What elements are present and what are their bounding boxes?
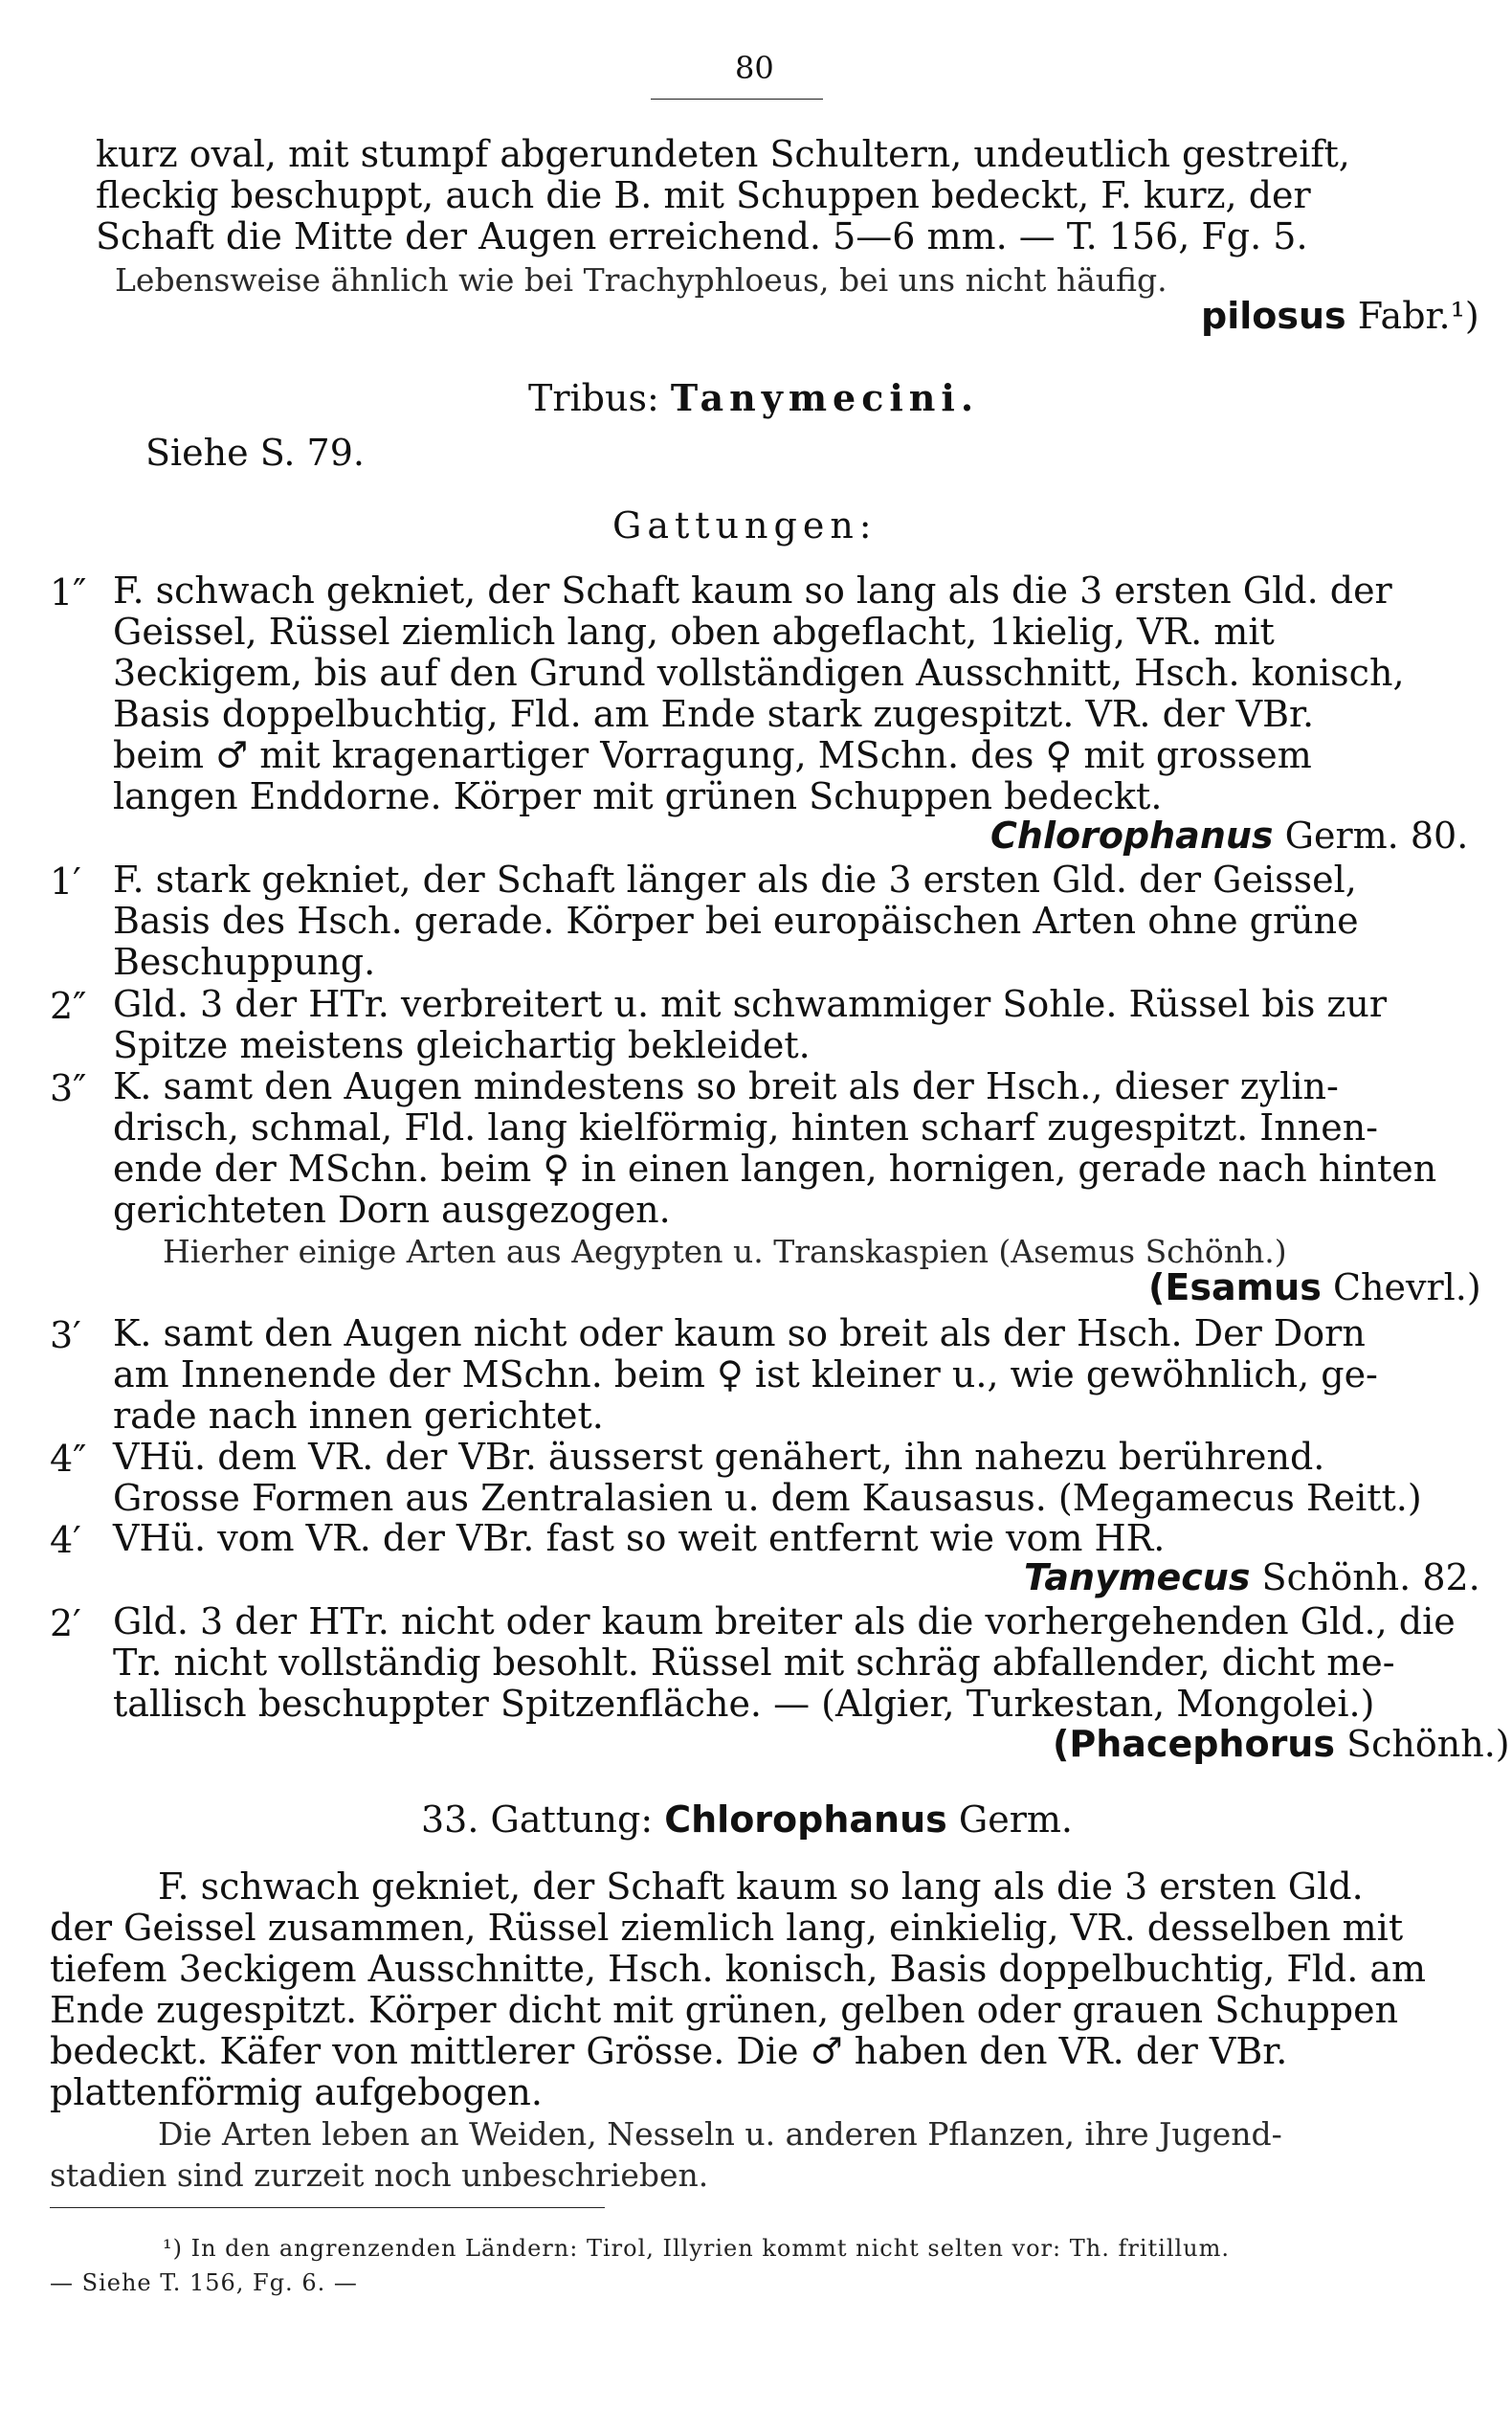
description-line: bedeckt. Käfer von mittlerer Grösse. Die ♂ haben den VR. der VBr. bbox=[50, 2030, 1288, 2072]
key-line: VHü. vom VR. der VBr. fast so weit entfernt wie vom HR. bbox=[113, 1517, 1166, 1559]
gattungen-heading: Gattungen: bbox=[612, 504, 878, 547]
key-number: 4′ bbox=[50, 1519, 81, 1561]
description-line: Ende zugespitzt. Körper dicht mit grünen, gelben oder grauen Schuppen bbox=[50, 1989, 1399, 2031]
key-number: 1′ bbox=[50, 860, 81, 903]
key-line: Geissel, Rüssel ziemlich lang, oben abgeflacht, 1kielig, VR. mit bbox=[113, 611, 1275, 653]
key-line: ende der MSchn. beim ♀ in einen langen, hornigen, gerade nach hinten bbox=[113, 1148, 1437, 1190]
key-line: K. samt den Augen mindestens so breit als der Hsch., dieser zylin- bbox=[113, 1065, 1339, 1107]
key-line: gerichteten Dorn ausgezogen. bbox=[113, 1189, 671, 1231]
key-line: am Innenende der MSchn. beim ♀ ist kleiner u., wie gewöhnlich, ge- bbox=[113, 1353, 1378, 1396]
intro-line: fleckig beschuppt, auch die B. mit Schuppen bedeckt, F. kurz, der bbox=[96, 174, 1311, 216]
footnote-rule bbox=[50, 2207, 605, 2208]
description-line: F. schwach gekniet, der Schaft kaum so lang als die 3 ersten Gld. bbox=[158, 1865, 1364, 1908]
tribus-heading bbox=[528, 377, 979, 419]
key-line: tallisch beschuppter Spitzenfläche. — (Algier, Turkestan, Mongolei.) bbox=[113, 1683, 1375, 1725]
key-line: Spitze meistens gleichartig bekleidet. bbox=[113, 1024, 811, 1066]
key-line: Basis des Hsch. gerade. Körper bei europäischen Arten ohne grüne bbox=[113, 900, 1359, 942]
key-number: 4″ bbox=[50, 1438, 87, 1480]
key-number: 1″ bbox=[50, 571, 87, 614]
header-rule bbox=[651, 99, 823, 100]
tribus-name: Tanymecini. bbox=[670, 376, 980, 419]
key-line: K. samt den Augen nicht oder kaum so breit als der Hsch. Der Dorn bbox=[113, 1312, 1366, 1354]
key-line: F. stark gekniet, der Schaft länger als die 3 ersten Gld. der Geissel, bbox=[113, 859, 1357, 901]
key-line: Basis doppelbuchtig, Fld. am Ende stark zugespitzt. VR. der VBr. bbox=[113, 693, 1315, 735]
key-line: drisch, schmal, Fld. lang kielförmig, hinten scharf zugespitzt. Innen- bbox=[113, 1106, 1379, 1149]
genus-name: Tanymecus bbox=[1024, 1556, 1251, 1598]
genus-name: Chlorophanus bbox=[990, 815, 1274, 857]
key-line: Gld. 3 der HTr. nicht oder kaum breiter als die vorhergehenden Gld., die bbox=[113, 1600, 1456, 1642]
biology-line: stadien sind zurzeit noch unbeschrieben. bbox=[50, 2156, 709, 2194]
genus-result bbox=[1148, 1267, 1481, 1308]
species-name: pilosus bbox=[1201, 295, 1346, 337]
biology-line: Die Arten leben an Weiden, Nesseln u. anderen Pflanzen, ihre Jugend- bbox=[158, 2115, 1282, 2153]
genus-author: Schönh.) bbox=[1346, 1723, 1510, 1765]
key-line: VHü. dem VR. der VBr. äusserst genähert, ihn nahezu berührend. bbox=[113, 1436, 1325, 1478]
key-line: Beschuppung. bbox=[113, 941, 376, 983]
genus-author: Chevrl.) bbox=[1332, 1266, 1481, 1308]
page-number: 80 bbox=[735, 50, 774, 86]
genus-name: (Esamus bbox=[1148, 1266, 1322, 1308]
footnote-line: ¹) In den angrenzenden Ländern: Tirol, Illyrien kommt nicht selten vor: Th. fritillum. bbox=[163, 2235, 1231, 2262]
key-line: beim ♂ mit kragenartiger Vorragung, MSchn. des ♀ mit grossem bbox=[113, 734, 1312, 776]
species-author: Fabr.¹) bbox=[1357, 295, 1479, 337]
gattung-name: Chlorophanus bbox=[664, 1798, 947, 1841]
intro-line: Lebensweise ähnlich wie bei Trachyphloeus, bei uns nicht häufig. bbox=[115, 261, 1167, 299]
description-line: der Geissel zusammen, Rüssel ziemlich lang, einkielig, VR. desselben mit bbox=[50, 1907, 1404, 1949]
footnote-line: — Siehe T. 156, Fg. 6. — bbox=[50, 2269, 358, 2296]
key-line: langen Enddorne. Körper mit grünen Schuppen bedeckt. bbox=[113, 775, 1163, 817]
tribus-prefix: Tribus: bbox=[528, 377, 659, 419]
key-line: rade nach innen gerichtet. bbox=[113, 1395, 604, 1437]
gattung-prefix: 33. Gattung: bbox=[421, 1798, 654, 1841]
intro-line: kurz oval, mit stumpf abgerundeten Schultern, undeutlich gestreift, bbox=[96, 133, 1350, 175]
genus-author: Germ. 80. bbox=[1284, 815, 1469, 857]
key-number: 2′ bbox=[50, 1602, 81, 1644]
gattung-heading bbox=[421, 1799, 1073, 1841]
key-number: 3′ bbox=[50, 1314, 81, 1356]
key-number: 2″ bbox=[50, 985, 87, 1027]
key-line: Gld. 3 der HTr. verbreitert u. mit schwammiger Sohle. Rüssel bis zur bbox=[113, 983, 1388, 1025]
genus-result bbox=[1024, 1557, 1480, 1598]
gattung-author: Germ. bbox=[958, 1798, 1073, 1841]
description-line: tiefem 3eckigem Ausschnitte, Hsch. konisch, Basis doppelbuchtig, Fld. am bbox=[50, 1948, 1427, 1990]
tribus-reference: Siehe S. 79. bbox=[145, 432, 365, 474]
key-line: Tr. nicht vollständig besohlt. Rüssel mit schräg abfallender, dicht me- bbox=[113, 1641, 1395, 1684]
key-line: 3eckigem, bis auf den Grund vollständigen Ausschnitt, Hsch. konisch, bbox=[113, 652, 1405, 694]
key-line: Grosse Formen aus Zentralasien u. dem Kausasus. (Megamecus Reitt.) bbox=[113, 1477, 1422, 1519]
key-note: Hierher einige Arten aus Aegypten u. Transkaspien (Asemus Schönh.) bbox=[163, 1233, 1287, 1270]
description-line: plattenförmig aufgebogen. bbox=[50, 2071, 543, 2113]
key-line: F. schwach gekniet, der Schaft kaum so lang als die 3 ersten Gld. der bbox=[113, 569, 1392, 612]
genus-author: Schönh. 82. bbox=[1261, 1556, 1480, 1598]
intro-line: Schaft die Mitte der Augen erreichend. 5—6 mm. — T. 156, Fg. 5. bbox=[96, 215, 1308, 257]
genus-result bbox=[1053, 1724, 1510, 1765]
key-number: 3″ bbox=[50, 1067, 87, 1109]
genus-result bbox=[990, 815, 1468, 857]
genus-name: (Phacephorus bbox=[1053, 1723, 1335, 1765]
species-result bbox=[1201, 296, 1479, 337]
